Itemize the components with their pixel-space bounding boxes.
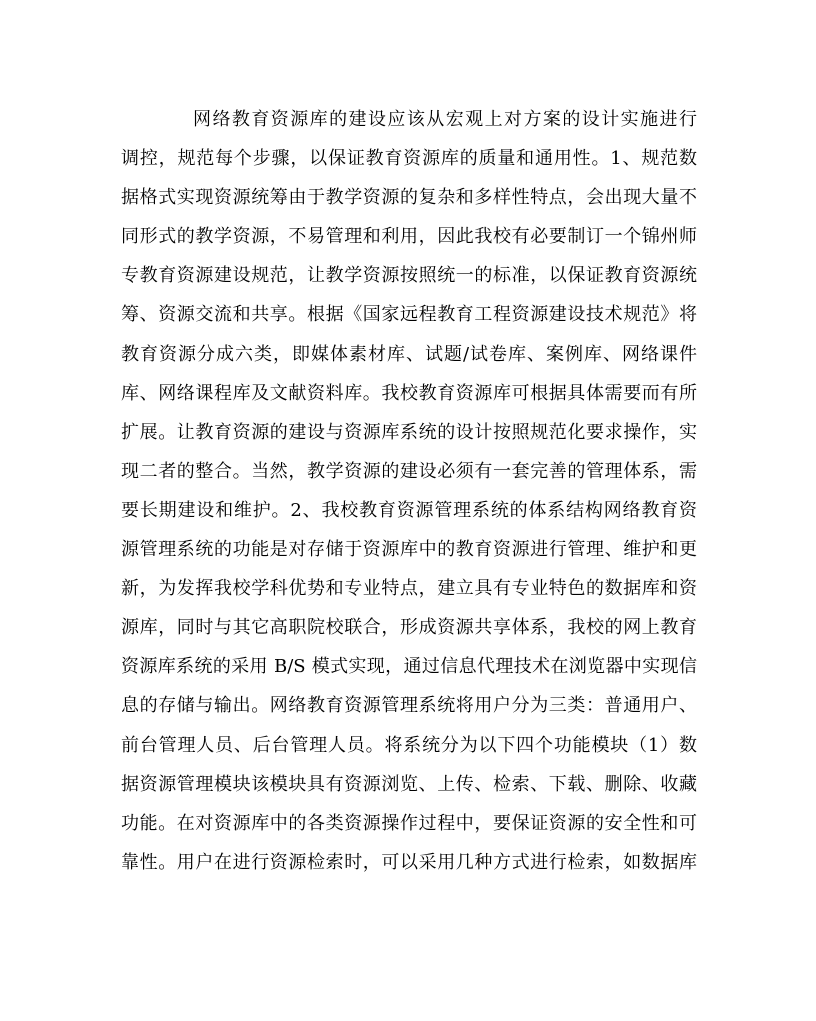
text-line: 息的存储与输出。网络教育资源管理系统将用户分为三类：普通用户、 bbox=[121, 695, 697, 717]
text-line: 源库，同时与其它高职院校联合，形成资源共享体系，我校的网上教育 bbox=[121, 617, 697, 639]
text-line: 新，为发挥我校学科优势和专业特点，建立具有专业特色的数据库和资 bbox=[121, 578, 697, 600]
text-line: 资源库系统的采用 B/S 模式实现，通过信息代理技术在浏览器中实现信 bbox=[121, 656, 697, 678]
text-line: 据资源管理模块该模块具有资源浏览、上传、检索、下载、删除、收藏 bbox=[121, 773, 697, 795]
text-line: 专教育资源建设规范，让教学资源按照统一的标准，以保证教育资源统 bbox=[121, 265, 697, 287]
text-line: 功能。在对资源库中的各类资源操作过程中，要保证资源的安全性和可 bbox=[121, 812, 697, 834]
text-line: 现二者的整合。当然，教学资源的建设必须有一套完善的管理体系，需 bbox=[121, 460, 697, 482]
text-line: 教育资源分成六类，即媒体素材库、试题/试卷库、案例库、网络课件 bbox=[121, 343, 697, 365]
text-line: 靠性。用户在进行资源检索时，可以采用几种方式进行检索，如数据库 bbox=[121, 851, 697, 873]
body-paragraph bbox=[121, 100, 697, 882]
text-line: 扩展。让教育资源的建设与资源库系统的设计按照规范化要求操作，实 bbox=[121, 421, 697, 443]
text-line: 网络教育资源库的建设应该从宏观上对方案的设计实施进行 bbox=[193, 109, 697, 130]
text-line: 要长期建设和维护。2、我校教育资源管理系统的体系结构网络教育资 bbox=[121, 499, 697, 521]
text-line: 调控，规范每个步骤，以保证教育资源库的质量和通用性。1、规范数 bbox=[121, 148, 697, 170]
text-line: 源管理系统的功能是对存储于资源库中的教育资源进行管理、维护和更 bbox=[121, 539, 697, 561]
text-line: 据格式实现资源统筹由于教学资源的复杂和多样性特点，会出现大量不 bbox=[121, 187, 697, 209]
text-line: 前台管理人员、后台管理人员。将系统分为以下四个功能模块（1）数 bbox=[121, 734, 697, 756]
text-line: 同形式的教学资源，不易管理和利用，因此我校有必要制订一个锦州师 bbox=[121, 226, 697, 248]
text-line: 筹、资源交流和共享。根据《国家远程教育工程资源建设技术规范》将 bbox=[121, 304, 697, 326]
text-line: 库、网络课程库及文献资料库。我校教育资源库可根据具体需要而有所 bbox=[121, 382, 697, 404]
